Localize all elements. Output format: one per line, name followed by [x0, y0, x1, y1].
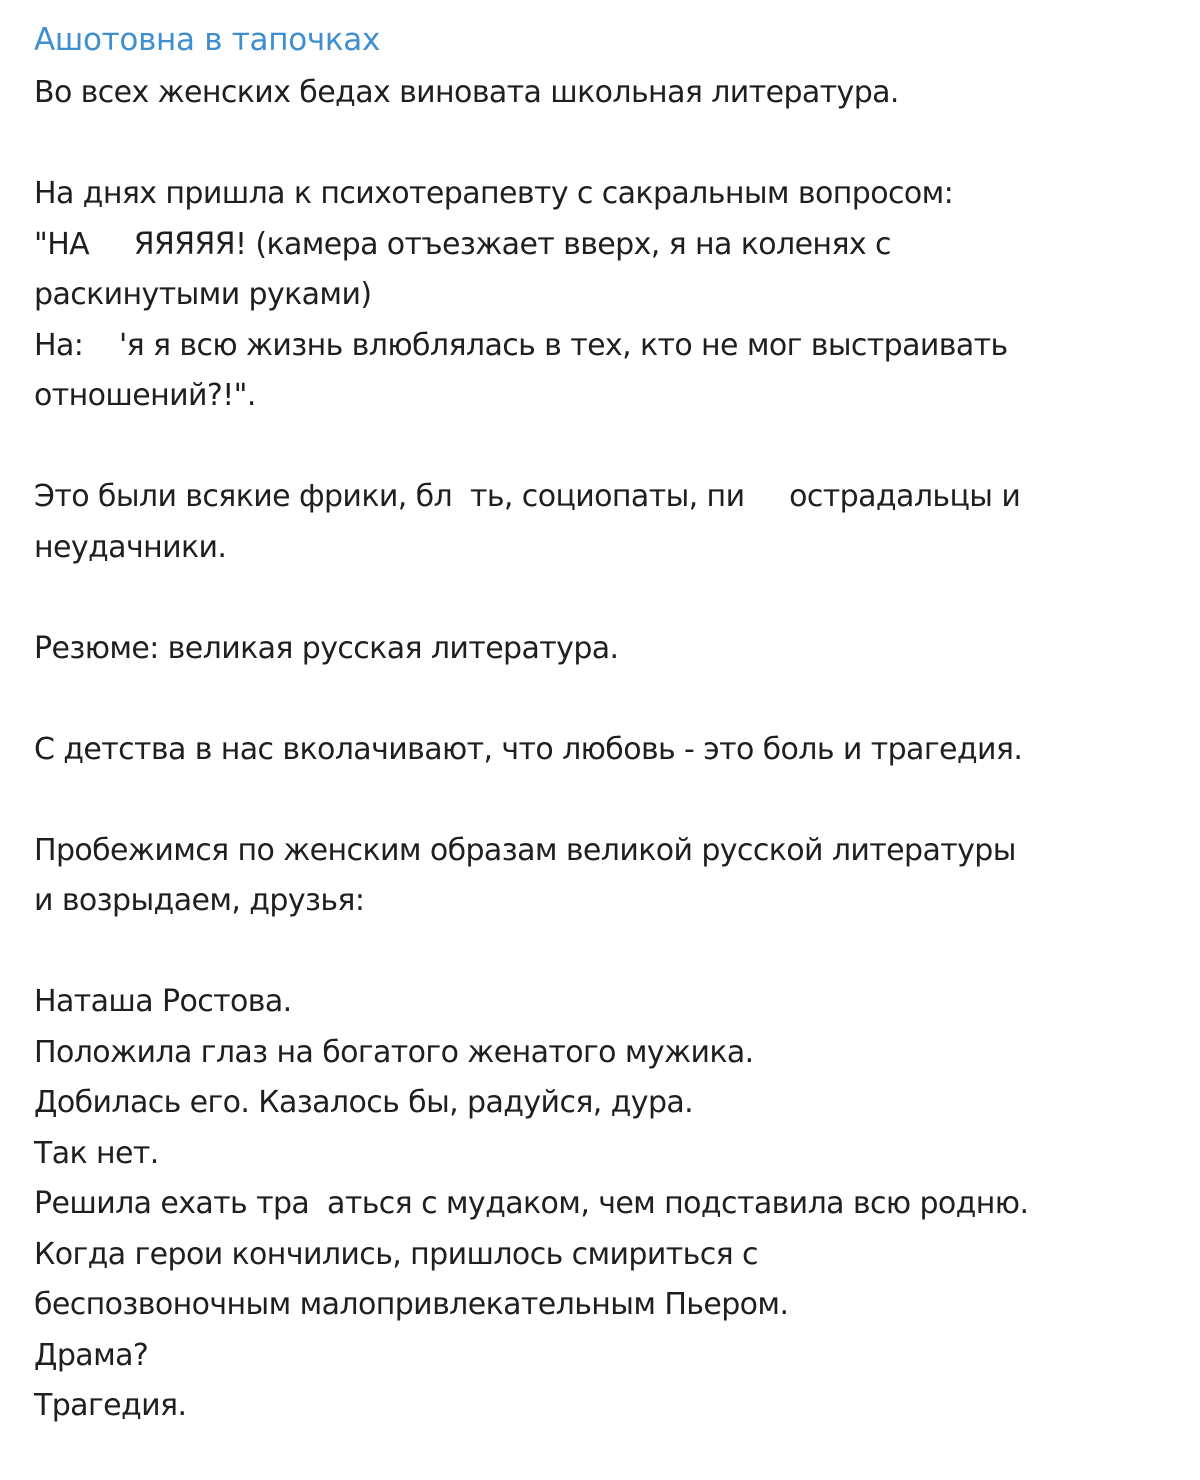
text-line: Во всех женских бедах виновата школьная литература. [34, 75, 899, 110]
text-line: неудачники. [34, 529, 227, 565]
text-line: "НА ЯЯЯЯЯ! (камера отъезжает вверх, я на коленях с [34, 226, 891, 262]
text-line: Трагедия. [34, 1388, 187, 1423]
blank-line [34, 927, 1174, 978]
text-line: Решила ехать тра аться с мудаком, чем подставила всю родню. [34, 1186, 1029, 1221]
text-line: раскинутыми руками) [34, 277, 372, 312]
text-line: Когда герои кончились, пришлось смириться с [34, 1236, 758, 1272]
text-line: Добилась его. Казалось бы, радуйся, дура. [34, 1085, 694, 1120]
message-text [34, 68, 1174, 1432]
text-line: Так нет. [34, 1135, 159, 1171]
text-line: Положила глаз на богатого женатого мужика. [34, 1034, 754, 1070]
blank-line [34, 573, 1174, 624]
text-line: Это были всякие фрики, бл ть, социопаты, пи острадальцы и [34, 479, 1021, 514]
text-line: На днях пришла к психотерапевту с сакральным вопросом: [34, 176, 954, 211]
text-line: беспозвоночным малопривлекательным Пьером. [34, 1287, 789, 1322]
blank-line [34, 422, 1174, 473]
blank-line [34, 775, 1174, 826]
text-line: На: 'я я всю жизнь влюблялась в тех, кто не мог выстраивать [34, 327, 1008, 363]
blank-line [34, 119, 1174, 170]
text-line: Пробежимся по женским образам великой русской литературы [34, 832, 1016, 868]
blank-line [34, 674, 1174, 725]
text-line: Резюме: великая русская литература. [34, 630, 619, 666]
text-line: Наташа Ростова. [34, 984, 292, 1019]
text-line: отношений?!". [34, 378, 256, 413]
message-bubble [34, 18, 1174, 1432]
text-line: Драма? [34, 1337, 149, 1373]
text-line: и возрыдаем, друзья: [34, 883, 365, 918]
author-name[interactable]: Ашотовна в тапочках [34, 22, 381, 58]
text-line: С детства в нас вколачивают, что любовь - это боль и трагедия. [34, 731, 1023, 767]
